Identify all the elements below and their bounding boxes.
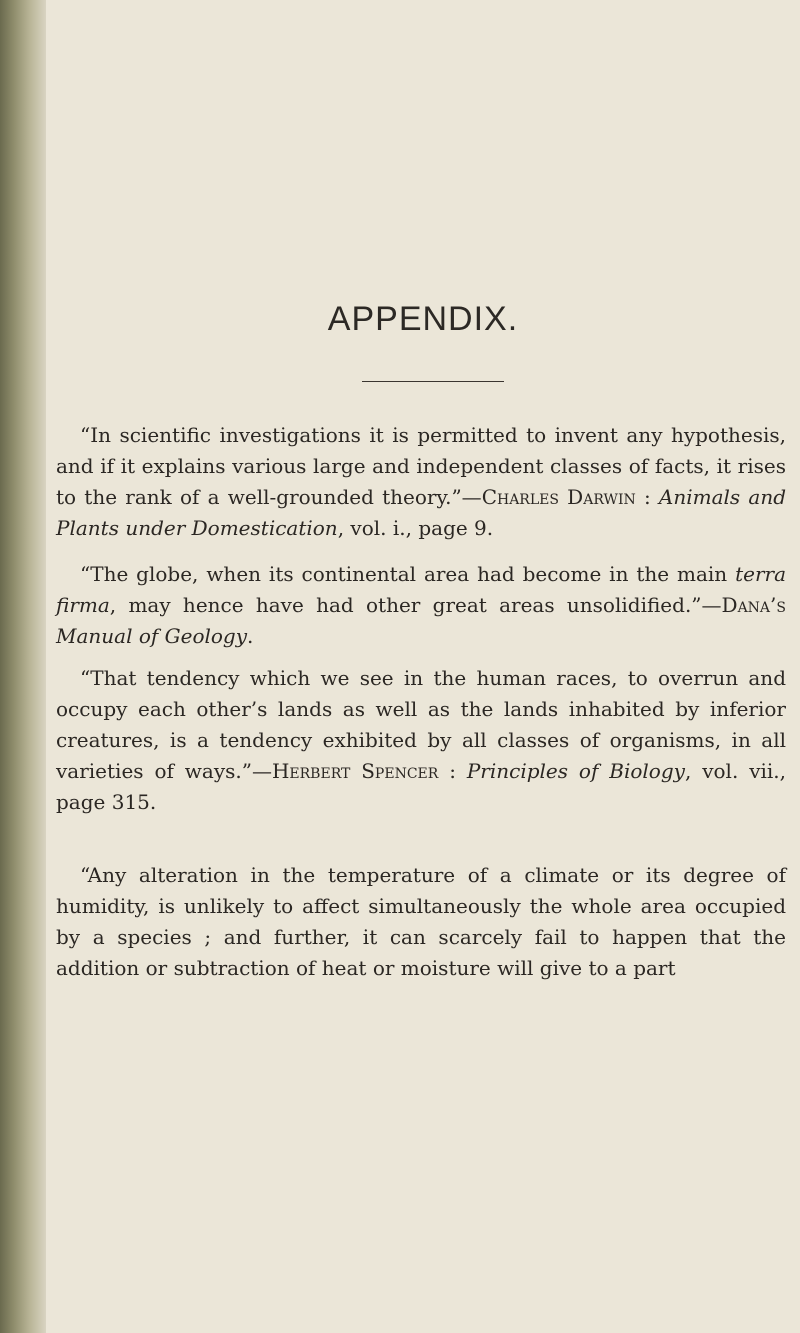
quote-text: “The globe, when its continental area had become in the main: [80, 562, 736, 586]
quote-text-continued: , may hence have had other great areas unsolidified.”—: [109, 593, 722, 617]
quote-author: Herbert Spencer: [271, 759, 439, 783]
quote-separator: :: [438, 759, 467, 783]
quote-separator: :: [635, 485, 659, 509]
quote-reference: .: [247, 624, 254, 648]
quote-text: “In scientific investigations it is permitted to invent any hypothesis, and if it explains various large and independent classes of facts, it rises to the rank of a well-grounded theory.”—: [56, 423, 786, 509]
quote-reference: , vol. vii., page 315.: [56, 759, 787, 814]
quote-climate: [56, 860, 786, 984]
quote-text: “Any alteration in the temperature of a climate or its degree of humidity, is unlikely to affect simultaneously the whole area occupied by a species ; and further, it can scarcely fail to happen that the addition or subtraction of heat or moisture will give to a part: [56, 863, 786, 980]
quote-spencer: [56, 663, 786, 818]
book-page: [46, 0, 800, 1333]
quote-dana: [56, 559, 786, 652]
quote-work-title: Manual of Geology: [56, 624, 248, 648]
quote-latin-term: terra firma: [56, 562, 786, 617]
quote-work-title: Animals and Plants under Domestication: [56, 485, 786, 540]
quote-work-title: Principles of Biology: [466, 759, 685, 783]
quote-author: Charles Darwin: [481, 485, 636, 509]
appendix-heading: APPENDIX.: [327, 300, 519, 338]
quote-text: “That tendency which we see in the human races, to overrun and occupy each other’s lands as well as the lands inhabited by inferior creatures, is a tendency exhibited by all classes of organisms, in all varieties of ways.”—: [56, 666, 786, 783]
quote-author: Dana’s: [721, 593, 786, 617]
quote-reference: , vol. i., page 9.: [337, 516, 494, 540]
heading-divider: [362, 381, 504, 382]
page-gutter-shadow: [0, 0, 46, 1333]
quote-darwin: [56, 420, 786, 544]
